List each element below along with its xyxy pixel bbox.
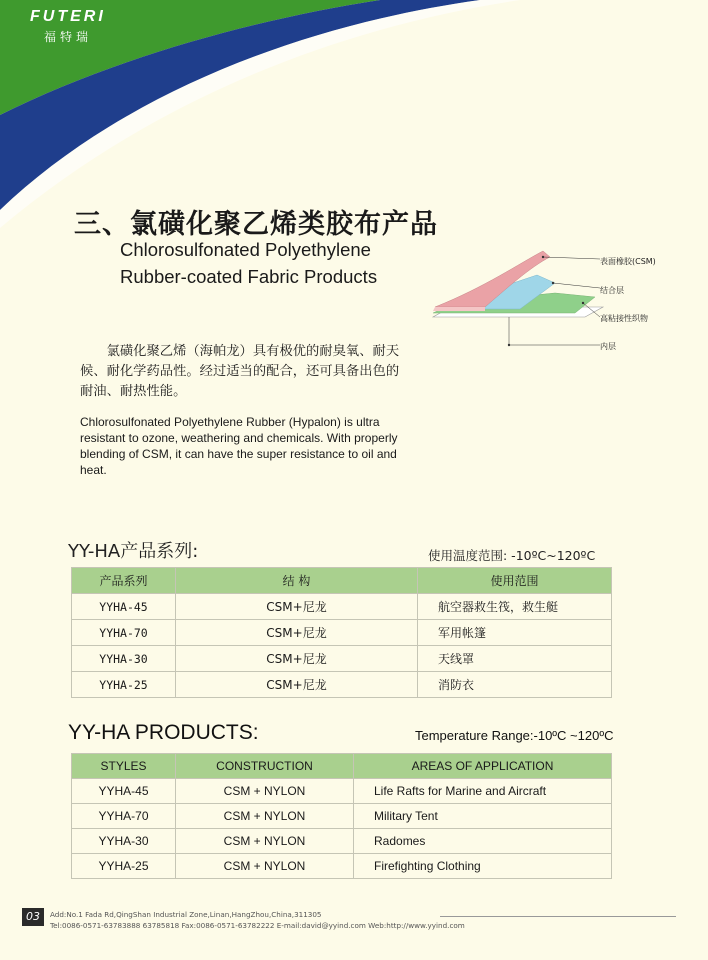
table-row <box>72 672 612 698</box>
header-swoosh <box>0 0 708 230</box>
cell-style: YYHA-25 <box>72 854 176 879</box>
cell-construction: CSM+尼龙 <box>176 646 418 672</box>
section-title-cn: YY-HA产品系列: <box>68 541 199 562</box>
page-number: 03 <box>22 908 44 926</box>
header-areas-of-application: AREAS OF APPLICATION <box>354 754 612 779</box>
cell-application: 军用帐篷 <box>418 620 612 646</box>
temperature-range-cn: 使用温度范围: -10ºC~120ºC <box>428 548 596 563</box>
header-construction: CONSTRUCTION <box>176 754 354 779</box>
layer-label-bonding: 结合层 <box>600 286 624 295</box>
table-row <box>72 646 612 672</box>
title-en-line2: Rubber-coated Fabric Products <box>120 266 378 287</box>
cell-style: YYHA-30 <box>72 829 176 854</box>
table-row <box>72 620 612 646</box>
cell-application: 航空器救生筏，救生艇 <box>418 594 612 620</box>
header-series: 产品系列 <box>72 568 176 594</box>
table-row <box>72 594 612 620</box>
logo-text-en: FUTERI <box>30 8 106 25</box>
product-table-en <box>71 753 612 879</box>
intro-en: Chlorosulfonated Polyethylene Rubber (Hypalon) is ultra resistant to ozone, weathering and chemicals. With properly blending of CSM, it can have the super resistance to oil and heat. <box>80 415 398 477</box>
table-header-row <box>72 568 612 594</box>
footer-divider <box>440 916 676 917</box>
intro-cn: 氯磺化聚乙烯（海帕龙）具有极优的耐臭氧、耐天候、耐化学药品性。经过适当的配合，还可具备出色的耐油、耐热性能。 <box>80 344 400 399</box>
cell-construction: CSM + NYLON <box>176 779 354 804</box>
cell-style: YYHA-45 <box>72 779 176 804</box>
table-row <box>72 829 612 854</box>
cell-application: 天线罩 <box>418 646 612 672</box>
cell-style: YYHA-30 <box>72 646 176 672</box>
cell-style: YYHA-25 <box>72 672 176 698</box>
cell-construction: CSM+尼龙 <box>176 620 418 646</box>
footer-address: Add:No.1 Fada Rd,QingShan Industrial Zone,Linan,HangZhou,China,311305 <box>50 910 322 919</box>
cell-application: 消防衣 <box>418 672 612 698</box>
title-cn: 三、氯磺化聚乙烯类胶布产品 <box>74 209 438 240</box>
layer-label-fabric: 高粘接性织物 <box>600 314 648 323</box>
layer-label-inner: 内层 <box>600 342 616 351</box>
footer-phone-web: Tel:0086-0571-63783888 63785818 Fax:0086-0571-63782222 E-mail:david@yyind.com Web:http://www.yyind.com <box>50 920 465 930</box>
cell-style: YYHA-45 <box>72 594 176 620</box>
cell-application: Military Tent <box>354 804 612 829</box>
footer-contact <box>50 910 465 931</box>
layer-label-surface: 表面橡胶(CSM) <box>600 257 656 266</box>
header-styles: STYLES <box>72 754 176 779</box>
cell-construction: CSM+尼龙 <box>176 594 418 620</box>
cell-application: Radomes <box>354 829 612 854</box>
cell-style: YYHA-70 <box>72 620 176 646</box>
logo-text-cn: 福特瑞 <box>44 30 93 44</box>
table-row <box>72 854 612 879</box>
cell-construction: CSM + NYLON <box>176 829 354 854</box>
cell-construction: CSM+尼龙 <box>176 672 418 698</box>
cell-construction: CSM + NYLON <box>176 804 354 829</box>
title-en <box>120 236 377 290</box>
section-title-en: YY-HA PRODUCTS: <box>68 721 259 744</box>
header-structure: 结 构 <box>176 568 418 594</box>
table-row <box>72 779 612 804</box>
table-row <box>72 804 612 829</box>
header-application: 使用范围 <box>418 568 612 594</box>
cell-construction: CSM + NYLON <box>176 854 354 879</box>
brand-logo <box>30 8 106 45</box>
product-table-cn <box>71 567 612 698</box>
table-header-row <box>72 754 612 779</box>
temperature-range-en: Temperature Range:-10ºC ~120ºC <box>415 728 614 743</box>
cell-style: YYHA-70 <box>72 804 176 829</box>
cell-application: Firefighting Clothing <box>354 854 612 879</box>
cell-application: Life Rafts for Marine and Aircraft <box>354 779 612 804</box>
title-en-line1: Chlorosulfonated Polyethylene <box>120 239 371 260</box>
